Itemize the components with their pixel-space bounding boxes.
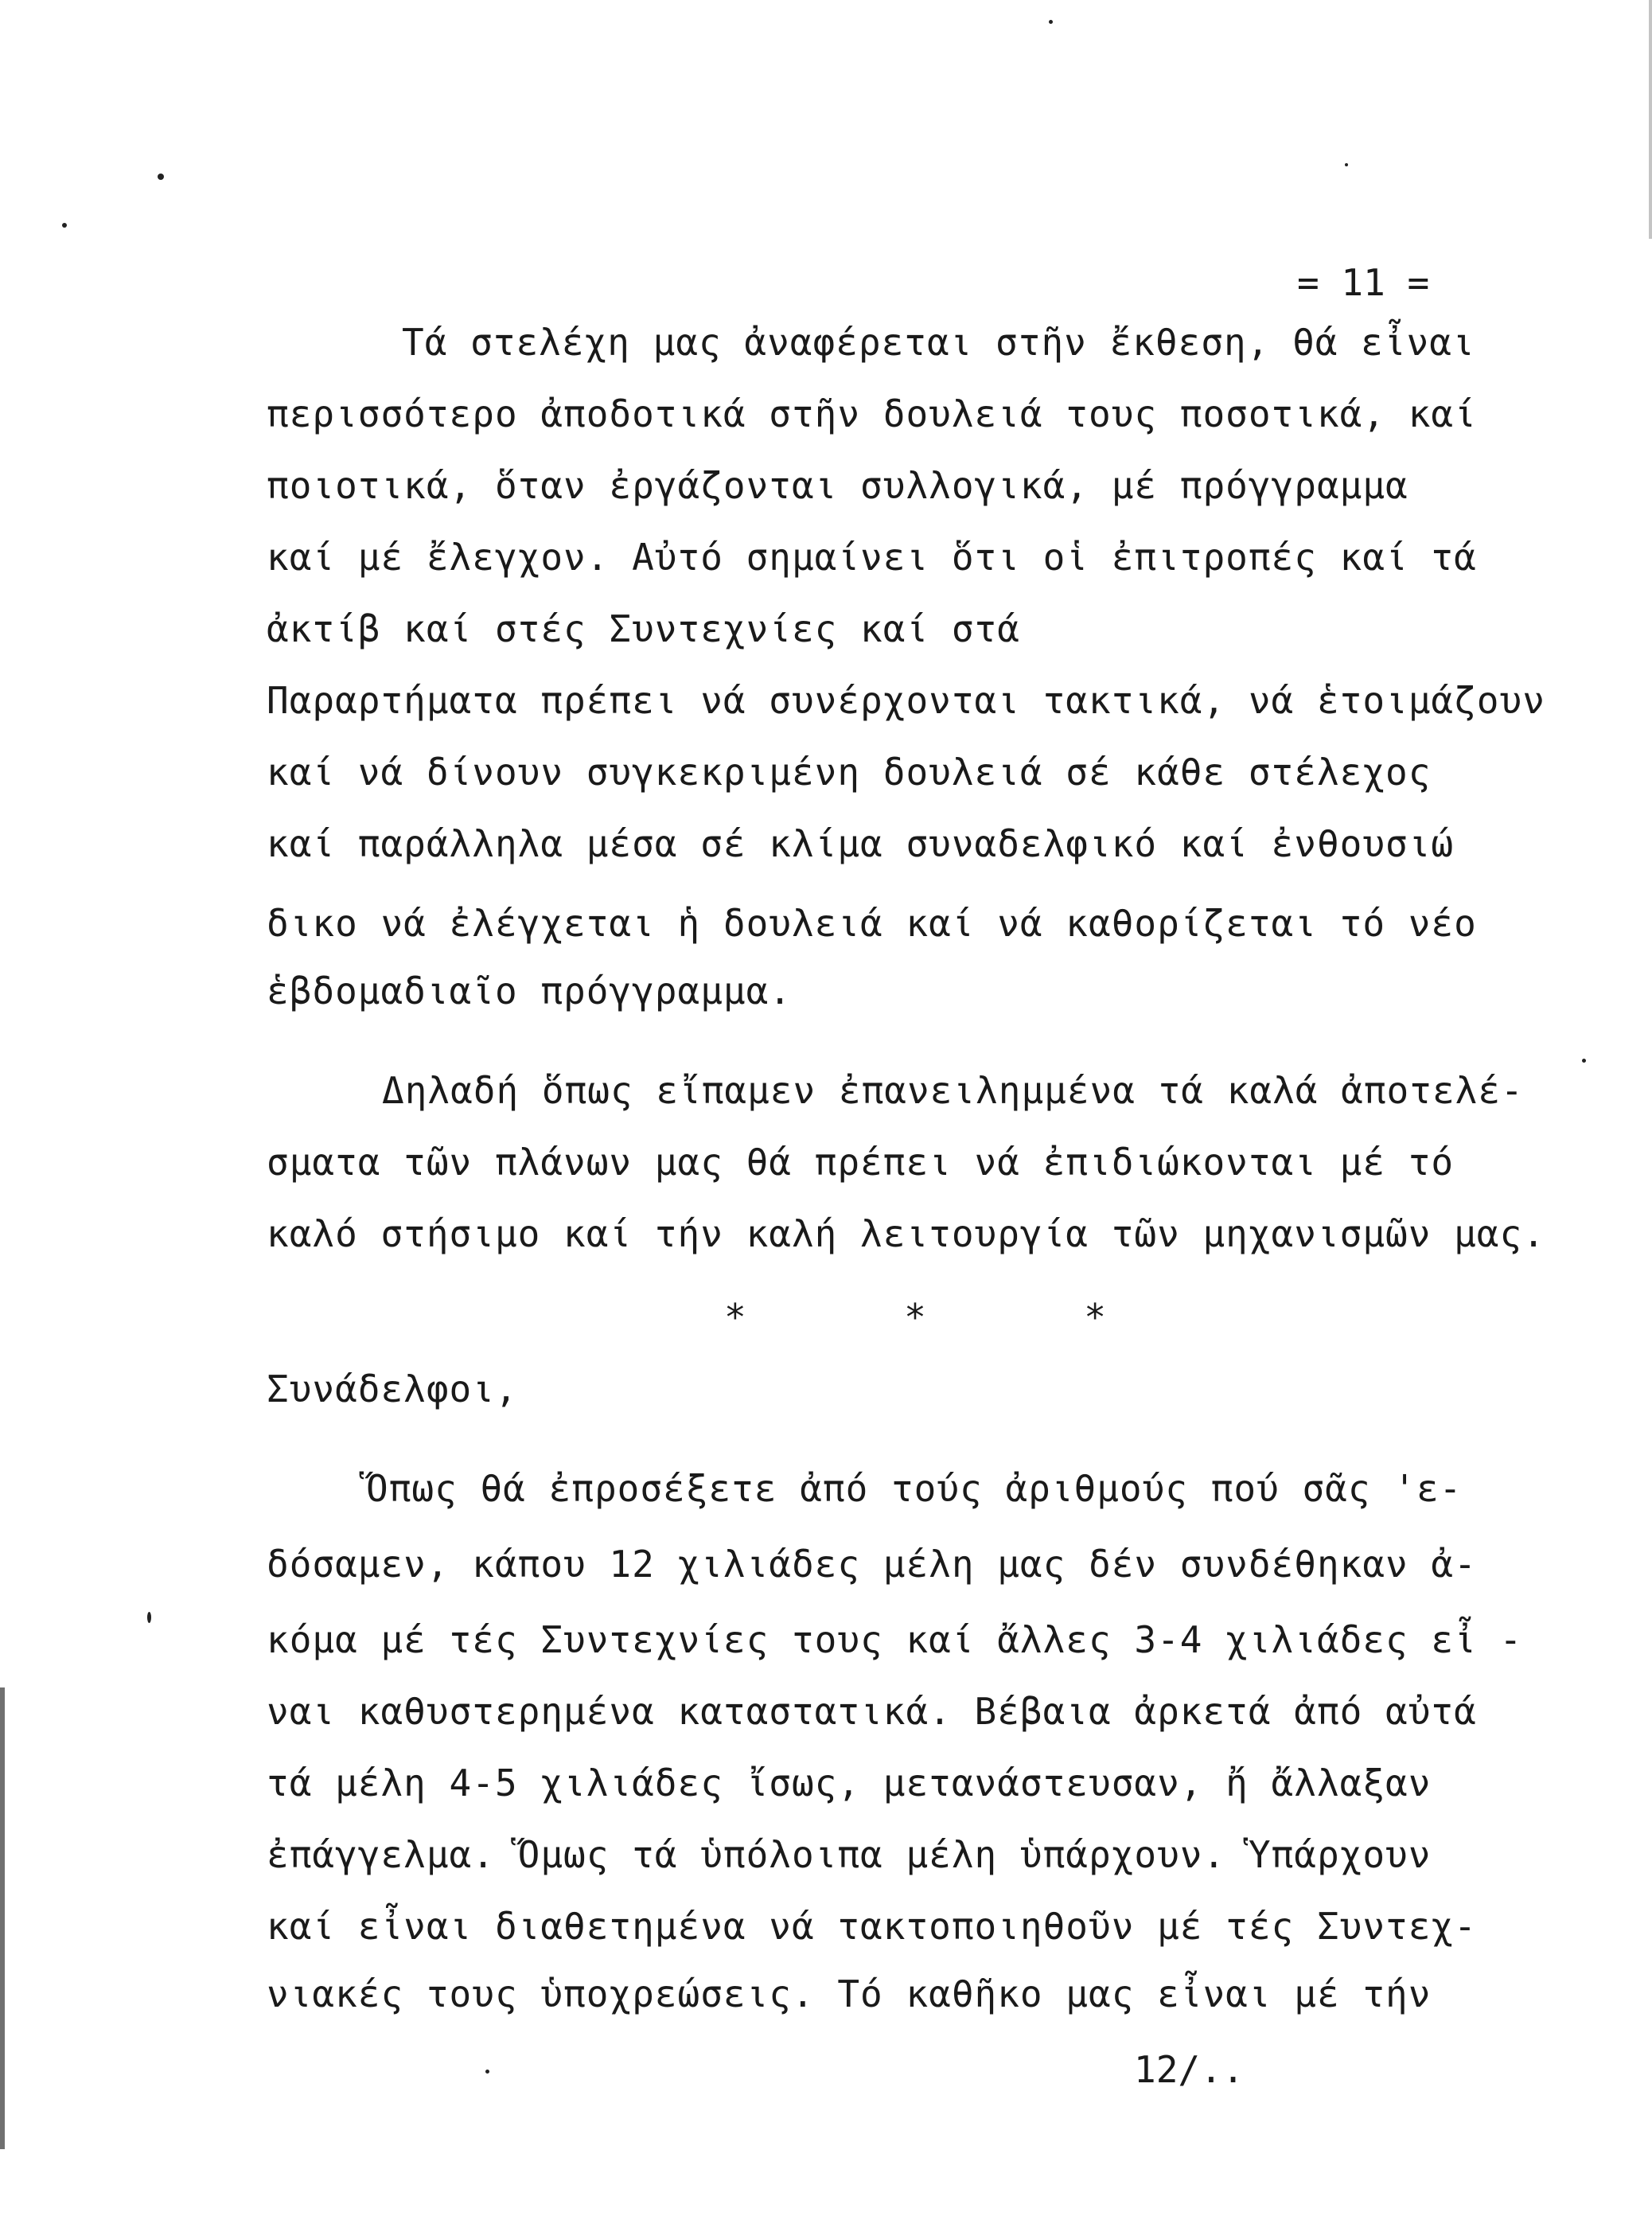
scan-speck bbox=[147, 1612, 151, 1623]
continuation-marker: 12/.. bbox=[1134, 2048, 1245, 2091]
paragraph-3-line: ναι καθυστερημένα καταστατικά. Βέβαια ἀρκετά ἀπό αὐτά bbox=[267, 1690, 1477, 1733]
separator-star: * bbox=[904, 1296, 926, 1339]
separator-star: * bbox=[1084, 1296, 1106, 1339]
paragraph-1-line: ποιοτικά, ὅταν ἐργάζονται συλλογικά, μέ πρόγγραμμα bbox=[267, 464, 1408, 507]
paragraph-3-line: νιακές τους ὑποχρεώσεις. Τό καθῆκο μας εἶναι μέ τήν bbox=[267, 1972, 1432, 2015]
scan-speck bbox=[485, 2070, 489, 2074]
scan-speck bbox=[158, 174, 164, 180]
scan-speck bbox=[1345, 163, 1348, 166]
paragraph-3-line: τά μέλη 4-5 χιλιάδες ἴσως, μετανάστευσαν, ἤ ἄλλαξαν bbox=[267, 1762, 1432, 1804]
scan-speck bbox=[62, 223, 67, 228]
paragraph-1-line: Τά στελέχη μας ἀναφέρεται στῆν ἔκθεση, θά εἶναι bbox=[402, 321, 1475, 364]
separator-star: * bbox=[724, 1296, 746, 1339]
paragraph-1-line: ἑβδομαδιαῖο πρόγγραμμα. bbox=[267, 970, 792, 1012]
paragraph-3-line: δόσαμεν, κάπου 12 χιλιάδες μέλη μας δέν συνδέθηκαν ἀ- bbox=[267, 1543, 1477, 1586]
paragraph-1-line: Παραρτήματα πρέπει νά συνέρχονται τακτικά, νά ἑτοιμάζουν bbox=[267, 679, 1545, 722]
section-separator bbox=[724, 1293, 1106, 1341]
paragraph-2-line: σματα τῶν πλάνων μας θά πρέπει νά ἐπιδιώκονται μέ τό bbox=[267, 1141, 1455, 1184]
paragraph-1-line: καί μέ ἔλεγχον. Αὐτό σημαίνει ὅτι οἱ ἐπιτροπές καί τά bbox=[267, 536, 1477, 579]
paragraph-3-line: καί εἶναι διαθετημένα νά τακτοποιηθοῦν μέ τές Συντεχ- bbox=[267, 1905, 1477, 1948]
paragraph-1-line: ἀκτίβ καί στές Συντεχνίες καί στά bbox=[267, 607, 1020, 650]
paragraph-2-line: Δηλαδή ὅπως εἴπαμεν ἐπανειλημμένα τά καλά ἀποτελέ- bbox=[382, 1069, 1524, 1112]
paragraph-1-line: περισσότερο ἀποδοτικά στῆν δουλειά τους ποσοτικά, καί bbox=[267, 392, 1477, 435]
paragraph-1-line: καί παράλληλα μέσα σέ κλίμα συναδελφικό καί ἐνθουσιώ bbox=[267, 822, 1455, 865]
paragraph-3-line: Ὅπως θά ἐπροσέξετε ἀπό τούς ἀριθμούς πού σᾶς 'ε- bbox=[366, 1467, 1463, 1510]
paragraph-2-line: καλό στήσιμο καί τήν καλή λειτουργία τῶν μηχανισμῶν μας. bbox=[267, 1212, 1545, 1255]
scan-speck bbox=[1049, 20, 1053, 24]
paragraph-1-line: καί νά δίνουν συγκεκριμένη δουλειά σέ κάθε στέλεχος bbox=[267, 751, 1432, 794]
paragraph-1-line: δικο νά ἐλέγχεται ἡ δουλειά καί νά καθορίζεται τό νέο bbox=[267, 902, 1477, 945]
page-number: = 11 = bbox=[1297, 261, 1430, 304]
scan-edge-shadow bbox=[0, 1687, 5, 2149]
scan-edge-shadow bbox=[1649, 0, 1652, 239]
paragraph-3-line: κόμα μέ τές Συντεχνίες τους καί ἄλλες 3-4 χιλιάδες εἶ - bbox=[267, 1618, 1523, 1661]
scan-speck bbox=[1582, 1059, 1586, 1063]
salutation: Συνάδελφοι, bbox=[267, 1368, 518, 1410]
paragraph-3-line: ἐπάγγελμα. Ὅμως τά ὑπόλοιπα μέλη ὑπάρχουν. Ὑπάρχουν bbox=[267, 1833, 1432, 1876]
